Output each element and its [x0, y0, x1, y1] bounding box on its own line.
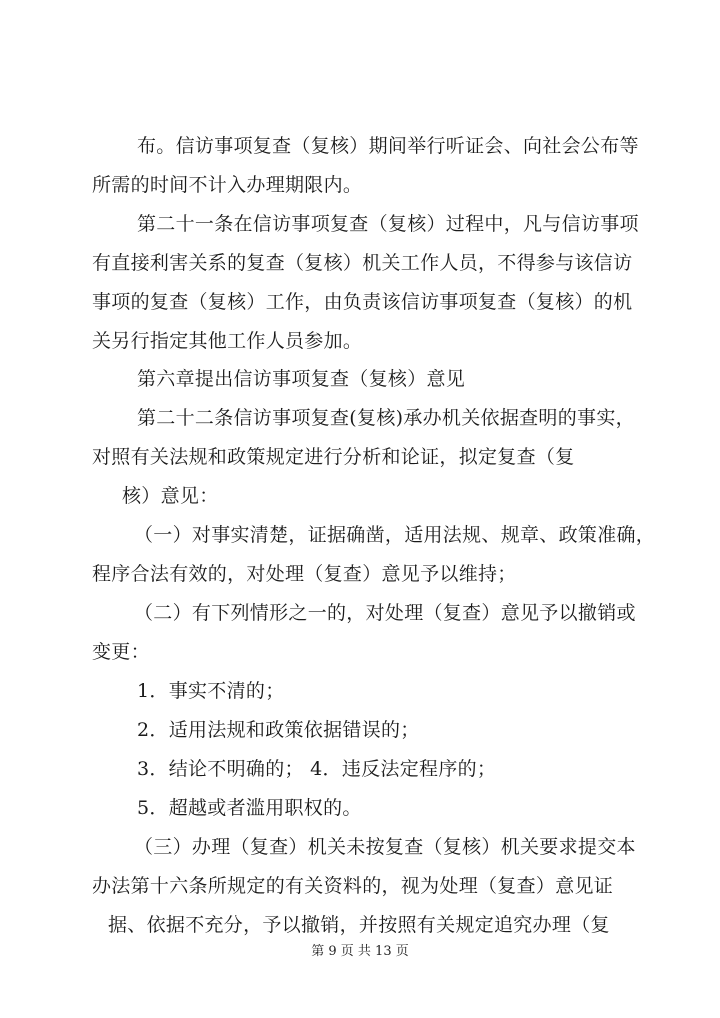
list-item: 1．事实不清的； — [137, 680, 285, 702]
list-item: 3．结论不明确的； 4．违反法定程序的； — [137, 758, 497, 780]
text-line: （二）有下列情形之一的，对处理（复查）意见予以撤销或 — [134, 602, 636, 624]
text-line: 据、依据不充分，予以撤销，并按照有关规定追究办理（复 — [108, 914, 610, 936]
text-line: 布。信访事项复查（复核）期间举行听证会、向社会公布等 — [137, 135, 639, 157]
text-line: 所需的时间不计入办理期限内。 — [92, 174, 363, 196]
text-line: （三）办理（复查）机关未按复查（复核）机关要求提交本 — [134, 836, 636, 858]
text-line: 关另行指定其他工作人员参加。 — [92, 330, 363, 352]
page-number-footer: 第 9 页 共 13 页 — [311, 944, 409, 959]
text-line: 对照有关法规和政策规定进行分析和论证，拟定复查（复 — [92, 446, 575, 468]
text-line: 程序合法有效的，对处理（复查）意见予以维持； — [92, 563, 517, 585]
text-line: （一）对事实清楚，证据确凿，适用法规、规章、政策准确， — [134, 524, 656, 546]
text-line: 变更： — [92, 641, 150, 663]
list-item: 2．适用法规和政策依据错误的； — [137, 719, 420, 741]
text-line: 第二十二条信访事项复查(复核)承办机关依据查明的事实， — [137, 407, 635, 429]
chapter-heading: 第六章提出信访事项复查（复核）意见 — [137, 368, 466, 390]
text-line: 办法第十六条所规定的有关资料的，视为处理（复查）意见证 — [92, 875, 614, 897]
text-line: 有直接利害关系的复查（复核）机关工作人员，不得参与该信访 — [92, 252, 633, 274]
text-line: 核）意见： — [122, 485, 219, 507]
text-line: 第二十一条在信访事项复查（复核）过程中，凡与信访事项 — [137, 213, 639, 235]
text-line: 事项的复查（复核）工作，由负责该信访事项复查（复核）的机 — [92, 291, 633, 313]
list-item: 5．超越或者滥用职权的。 — [137, 797, 362, 819]
